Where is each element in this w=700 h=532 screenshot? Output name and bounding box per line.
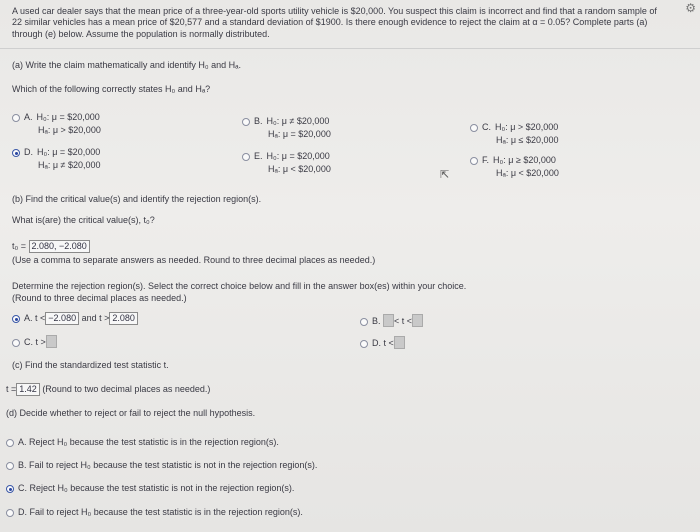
radio-button[interactable] [6,439,14,447]
option-label: F. [482,155,490,165]
critical-value-row [12,240,90,253]
radio-button[interactable] [470,157,478,165]
part-b-heading: (b) Find the critical value(s) and identify the rejection region(s). [12,194,262,204]
option-text: Reject H₀ because the test statistic is in the rejection region(s). [29,437,279,447]
option-text: Fail to reject H₀ because the test statistic is not in the rejection region(s). [29,460,318,470]
h0-text: H₀: μ ≠ $20,000 [266,116,330,126]
radio-button[interactable] [242,153,250,161]
radio-button-selected[interactable] [12,149,20,157]
radio-button[interactable] [360,318,368,326]
part-a-option-e[interactable] [242,151,331,174]
region-text: t < [383,338,394,348]
option-label: B. [18,460,27,470]
part-d-heading: (d) Decide whether to reject or fail to reject the null hypothesis. [6,408,256,418]
t-label: t = [6,384,17,394]
part-a-option-b[interactable] [242,116,331,139]
ha-text: Hₐ: μ ≠ $20,000 [38,160,101,170]
answer-box[interactable] [46,335,57,348]
critical-value-input[interactable]: 2.080, −2.080 [29,240,90,253]
region-text: t > [35,337,46,347]
test-statistic-row [6,383,210,396]
region-text: and t > [81,313,110,323]
region-text: t < [35,313,46,323]
answer-box[interactable] [383,314,394,327]
radio-button-selected[interactable] [6,485,14,493]
ha-text: Hₐ: μ < $20,000 [268,164,331,174]
test-statistic-input[interactable]: 1.42 [16,383,40,396]
part-a-question: Which of the following correctly states H₀ and Hₐ? [12,84,211,94]
decision-option-d[interactable] [6,507,303,517]
option-label: B. [254,116,263,126]
test-statistic-hint: (Round to two decimal places as needed.) [42,384,211,394]
problem-line-1: A used car dealer says that the mean price of a three-year-old sports utility vehicle is $20,000. You suspect this claim is incorrect and find that a random sample of [12,6,657,16]
radio-button[interactable] [6,462,14,470]
radio-button[interactable] [470,124,478,132]
ha-text: Hₐ: μ = $20,000 [268,129,331,139]
mouse-cursor-icon: ⇱ [440,169,450,181]
region-option-b[interactable] [360,314,423,327]
radio-button[interactable] [12,339,20,347]
ha-text: Hₐ: μ > $20,000 [38,125,101,135]
part-a-option-a[interactable] [12,112,101,135]
upper-bound-input[interactable]: 2.080 [109,312,138,325]
option-label: A. [18,437,27,447]
part-c-heading: (c) Find the standardized test statistic t. [12,360,169,370]
option-label: D. [24,147,33,157]
rejection-region-hint: (Round to three decimal places as needed.) [12,293,187,303]
rejection-region-prompt: Determine the rejection region(s). Select the correct choice below and fill in the answer box(es) within your choice. [12,281,467,291]
option-label: A. [24,112,33,122]
option-label: C. [24,337,33,347]
h0-text: H₀: μ = $20,000 [36,112,100,122]
part-a-option-c[interactable] [470,122,559,145]
option-text: Fail to reject H₀ because the test statistic is in the rejection region(s). [29,507,303,517]
problem-line-2: 22 similar vehicles has a mean price of $20,577 and a standard deviation of $1900. Is there enough evidence to reject the claim at α = 0.05? Complete parts (a) [12,17,648,27]
problem-line-3: through (e) below. Assume the population is normally distributed. [12,29,270,39]
option-label: E. [254,151,263,161]
part-b-question: What is(are) the critical value(s), t₀? [12,215,155,225]
option-text: Reject H₀ because the test statistic is not in the rejection region(s). [29,483,295,493]
decision-option-b[interactable] [6,460,317,470]
region-option-a[interactable] [12,312,138,325]
option-label: D. [18,507,27,517]
region-text: < t < [394,316,413,326]
option-label: A. [24,313,33,323]
ha-text: Hₐ: μ < $20,000 [496,168,559,178]
part-a-option-f[interactable] [470,155,559,178]
part-a-option-d[interactable] [12,147,101,170]
answer-box[interactable] [412,314,423,327]
option-label: D. [372,338,381,348]
region-option-d[interactable] [360,336,405,349]
radio-button-selected[interactable] [12,315,20,323]
radio-button[interactable] [12,114,20,122]
t0-label: t₀ = [12,241,26,251]
h0-text: H₀: μ > $20,000 [495,122,559,132]
divider [0,48,700,49]
gear-icon[interactable]: ⚙ [685,1,696,15]
option-label: C. [482,122,491,132]
decision-option-a[interactable] [6,437,279,447]
h0-text: H₀: μ = $20,000 [266,151,330,161]
h0-text: H₀: μ ≥ $20,000 [493,155,556,165]
critical-value-hint: (Use a comma to separate answers as needed. Round to three decimal places as needed.) [12,255,376,265]
radio-button[interactable] [242,118,250,126]
option-label: C. [18,483,27,493]
radio-button[interactable] [6,509,14,517]
h0-text: H₀: μ = $20,000 [37,147,101,157]
option-label: B. [372,316,381,326]
lower-bound-input[interactable]: −2.080 [45,312,79,325]
region-option-c[interactable] [12,335,57,348]
ha-text: Hₐ: μ ≤ $20,000 [496,135,559,145]
answer-box[interactable] [394,336,405,349]
part-a-heading: (a) Write the claim mathematically and identify H₀ and Hₐ. [12,60,242,70]
radio-button[interactable] [360,340,368,348]
decision-option-c[interactable] [6,483,294,493]
